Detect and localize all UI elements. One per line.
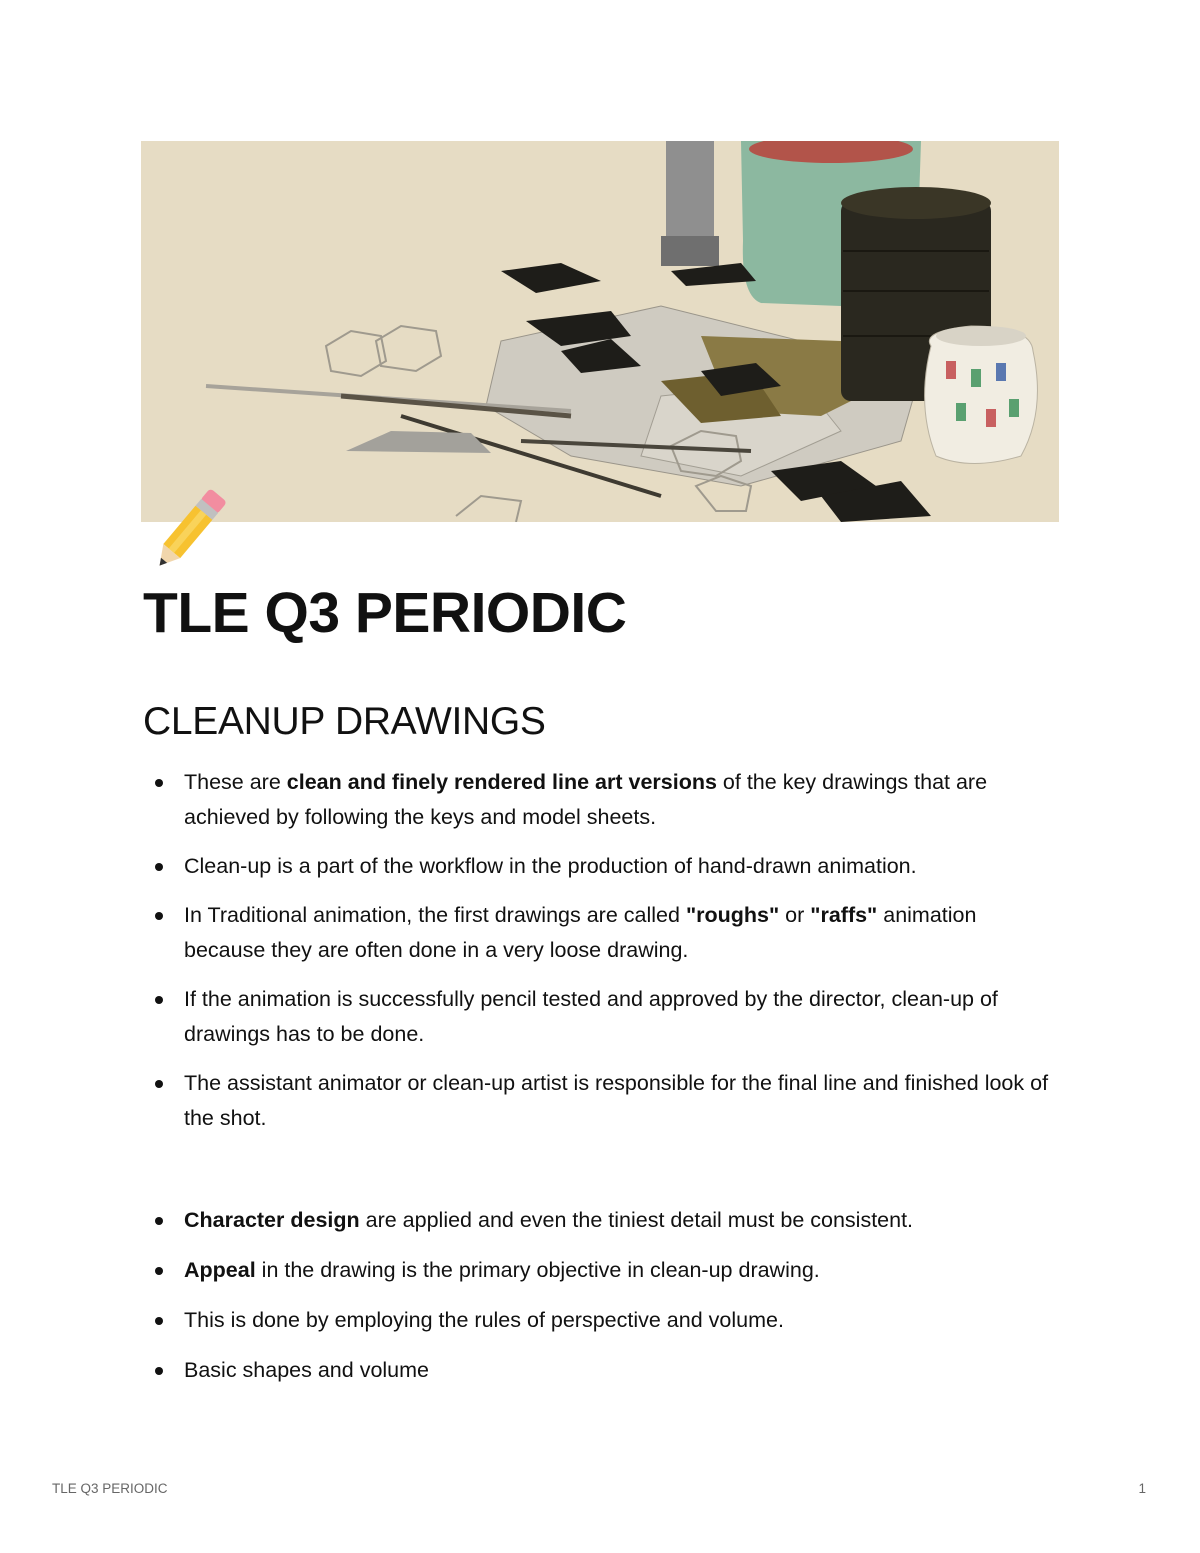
list-item: These are clean and finely rendered line art versions of the key drawings that are achieved by following the keys and model sheets. xyxy=(153,765,1063,835)
footer-title: TLE Q3 PERIODIC xyxy=(52,1481,168,1496)
list-item: Clean-up is a part of the workflow in the production of hand-drawn animation. xyxy=(153,849,1063,884)
list-item: Character design are applied and even the tiniest detail must be consistent. xyxy=(153,1203,1063,1238)
list-item: Appeal in the drawing is the primary objective in clean-up drawing. xyxy=(153,1253,1063,1288)
list-item: Basic shapes and volume xyxy=(153,1353,1063,1388)
list-item: If the animation is successfully pencil tested and approved by the director, clean-up of drawings has to be done. xyxy=(153,982,1063,1052)
page-title: TLE Q3 PERIODIC xyxy=(143,581,627,645)
list-item: This is done by employing the rules of perspective and volume. xyxy=(153,1303,1063,1338)
list-item: The assistant animator or clean-up artist is responsible for the final line and finished look of the shot. xyxy=(153,1066,1063,1136)
section-heading: CLEANUP DRAWINGS xyxy=(143,700,546,743)
pencil-icon xyxy=(141,486,237,572)
page-number: 1 xyxy=(1138,1481,1146,1496)
list-item: In Traditional animation, the first drawings are called "roughs" or "raffs" animation because they are often done in a very loose drawing. xyxy=(153,898,1063,968)
cover-image xyxy=(141,141,1059,522)
bullet-list xyxy=(153,765,1063,1150)
bullet-list xyxy=(153,1203,1063,1403)
